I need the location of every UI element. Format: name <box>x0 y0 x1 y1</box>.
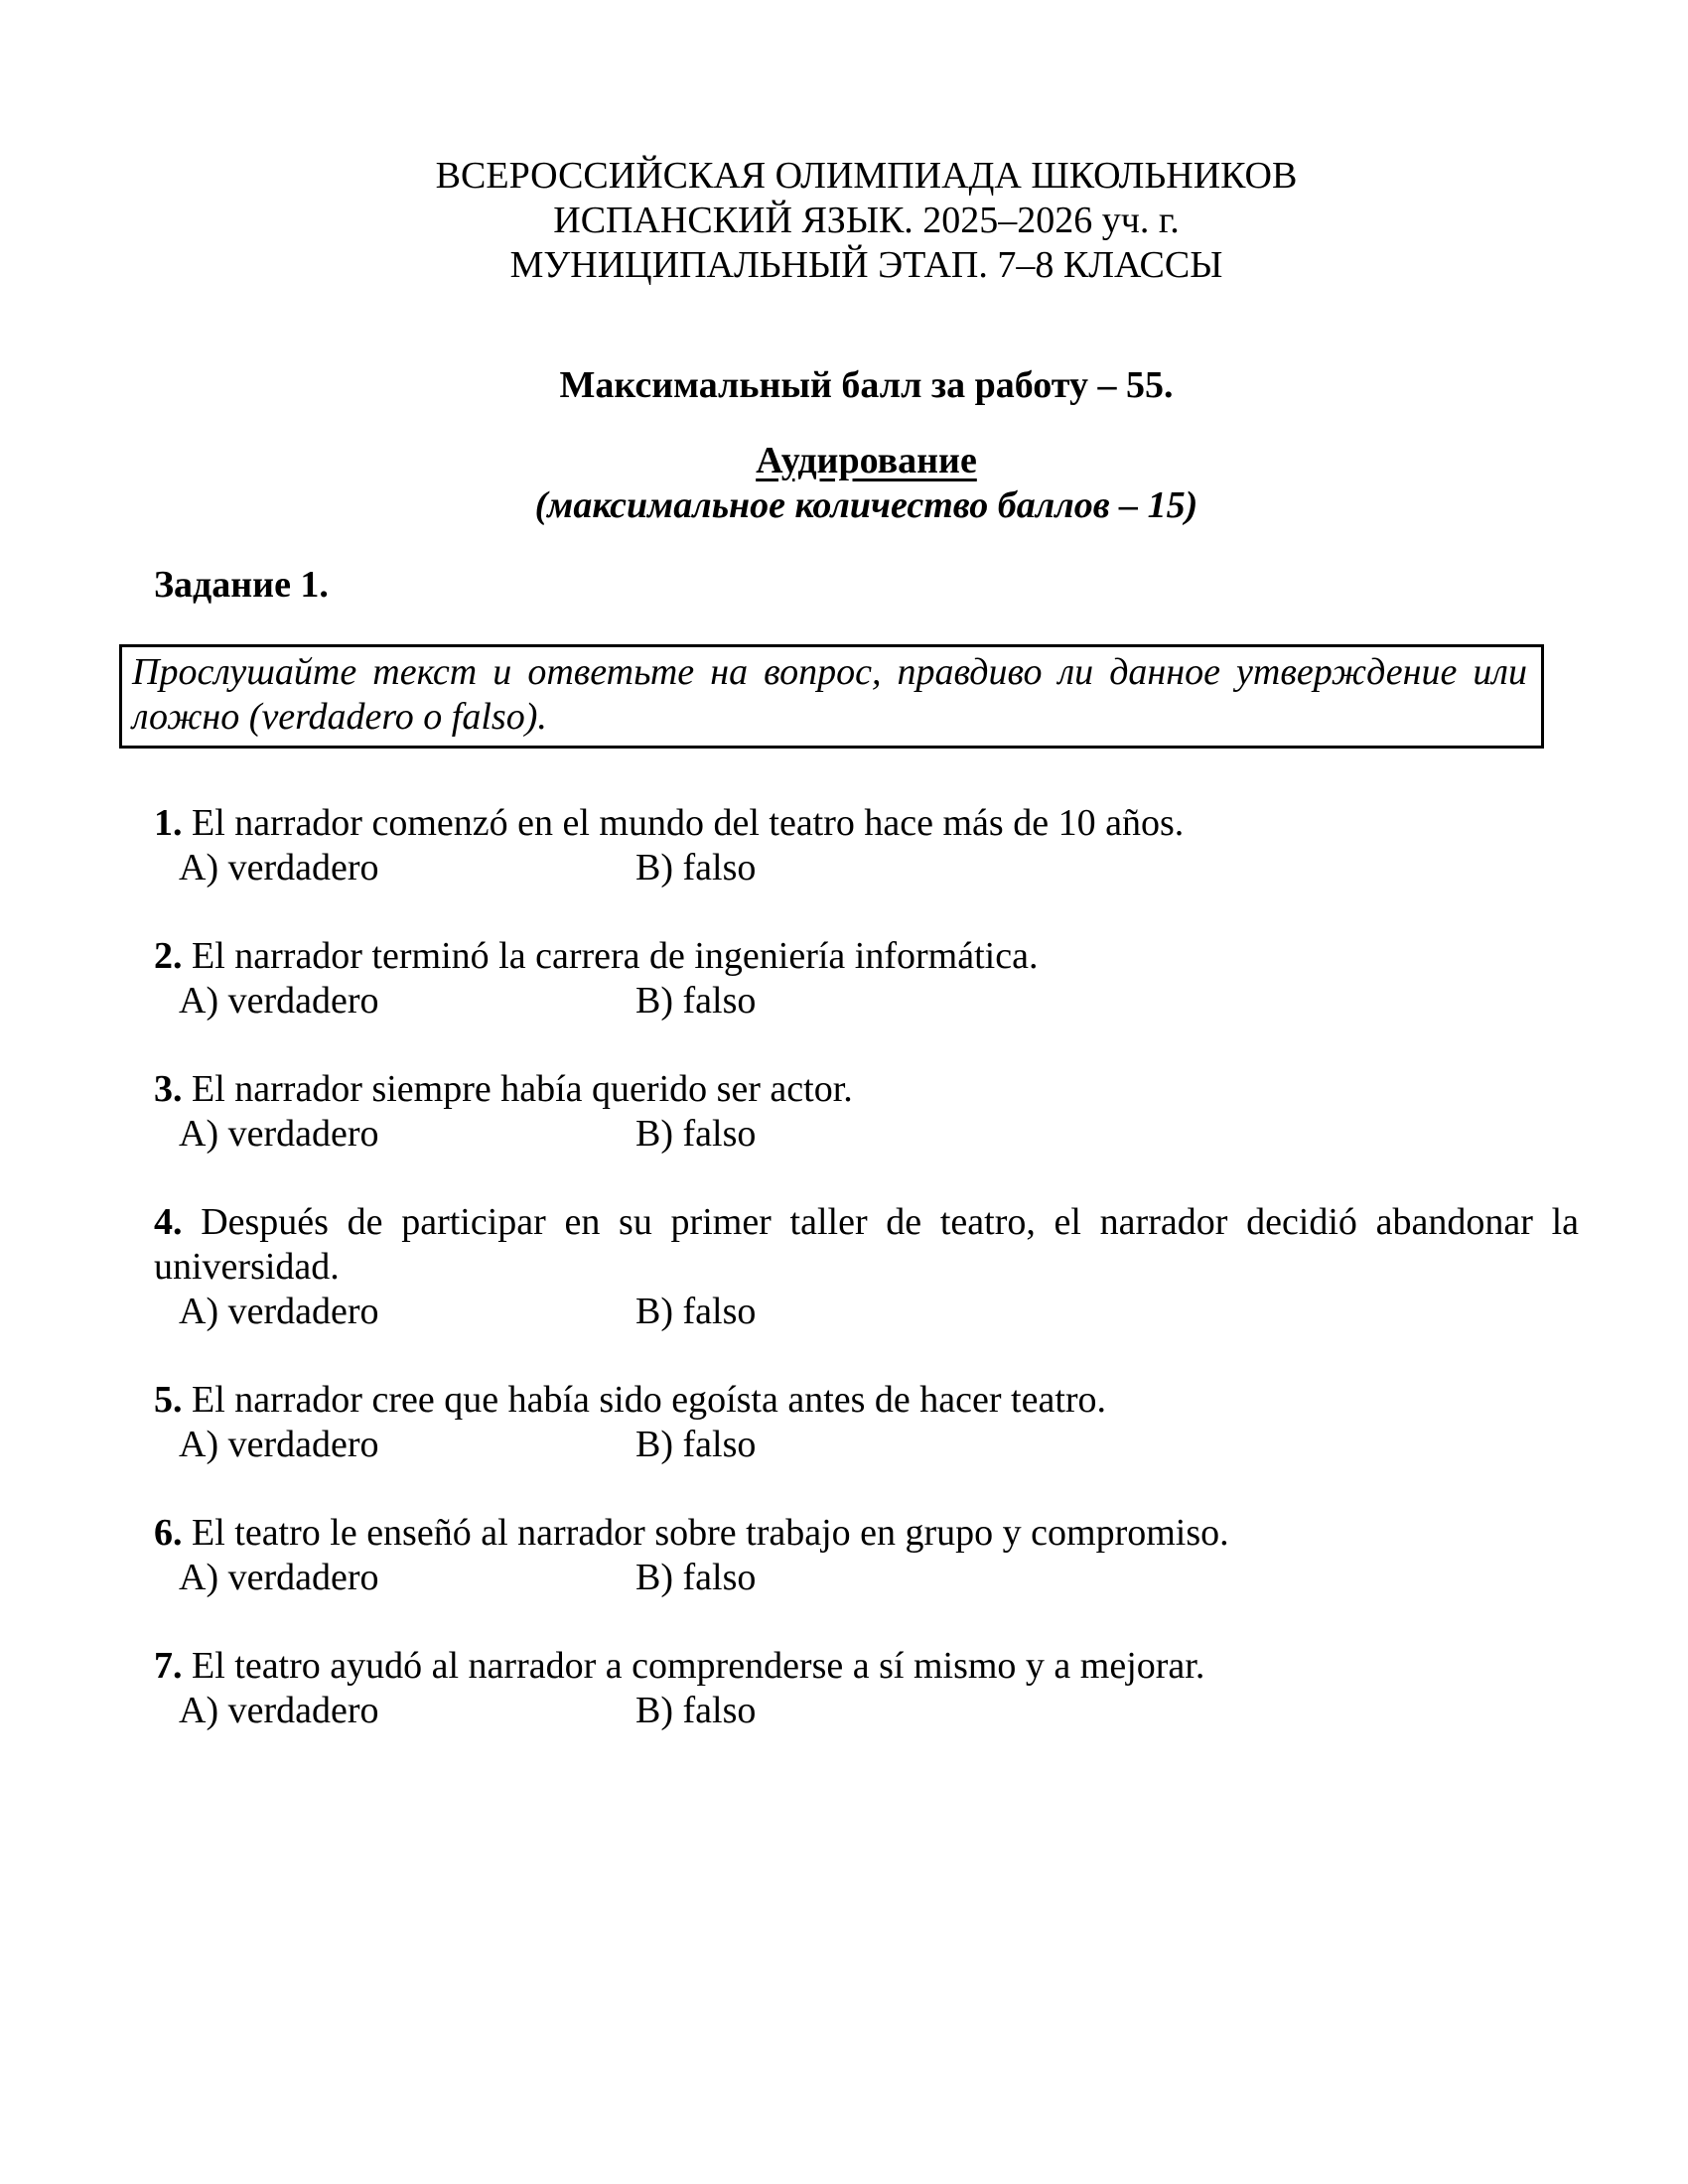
question-7-number: 7. <box>154 1645 183 1687</box>
section-subtitle: (максимальное количество баллов – 15) <box>534 484 1198 526</box>
question-6-statement: El teatro le enseñó al narrador sobre trabajo en grupo y compromiso. <box>192 1512 1229 1554</box>
question-3-text <box>154 1067 1579 1112</box>
question-3 <box>154 1067 1579 1157</box>
question-1-number: 1. <box>154 802 183 844</box>
question-5 <box>154 1378 1579 1467</box>
question-7-options <box>154 1689 1579 1733</box>
question-2 <box>154 934 1579 1024</box>
question-2-text <box>154 934 1579 979</box>
title-line-stage-grades: МУНИЦИПАЛЬНЫЙ ЭТАП. 7–8 КЛАССЫ <box>509 244 1223 286</box>
question-2-options <box>154 979 1579 1024</box>
question-4-text <box>154 1200 1579 1290</box>
question-7-statement: El teatro ayudó al narrador a comprenderse a sí mismo y a mejorar. <box>192 1645 1205 1687</box>
question-2-statement: El narrador terminó la carrera de ingeniería informática. <box>192 935 1039 977</box>
document-title-block <box>154 154 1579 288</box>
question-6-option-a: A) verdadero <box>179 1557 379 1598</box>
task-label: Задание 1. <box>154 564 329 606</box>
question-1 <box>154 801 1579 890</box>
questions-list <box>154 801 1579 1733</box>
question-3-option-b: B) falso <box>635 1113 757 1155</box>
question-5-option-b: B) falso <box>635 1424 757 1465</box>
question-3-option-a: A) verdadero <box>179 1113 379 1155</box>
question-1-text <box>154 801 1579 846</box>
question-3-options <box>154 1112 1579 1157</box>
title-line-olympiad: ВСЕРОССИЙСКАЯ ОЛИМПИАДА ШКОЛЬНИКОВ <box>435 155 1298 197</box>
question-7-option-b: B) falso <box>635 1690 757 1731</box>
section-title: Аудирование <box>756 440 977 481</box>
question-4-options <box>154 1290 1579 1334</box>
question-6-options <box>154 1556 1579 1600</box>
max-score-line: Максимальный балл за работу – 55. <box>559 364 1174 406</box>
instruction-text: Прослушайте текст и ответьте на вопрос, правдиво ли данное утверждение или ложно (verdadero o falso). <box>132 651 1527 738</box>
question-2-option-a: A) verdadero <box>179 980 379 1022</box>
question-4 <box>154 1200 1579 1334</box>
question-7-text <box>154 1644 1579 1689</box>
question-5-statement: El narrador cree que había sido egoísta antes de hacer teatro. <box>192 1379 1107 1421</box>
question-1-options <box>154 846 1579 890</box>
question-3-statement: El narrador siempre había querido ser actor. <box>192 1068 853 1110</box>
instruction-box <box>119 644 1544 749</box>
question-6-text <box>154 1511 1579 1556</box>
question-4-option-b: B) falso <box>635 1291 757 1332</box>
question-1-option-b: B) falso <box>635 847 757 888</box>
question-4-number: 4. <box>154 1201 183 1243</box>
question-2-option-b: B) falso <box>635 980 757 1022</box>
question-7-option-a: A) verdadero <box>179 1690 379 1731</box>
document-content <box>132 154 1579 1777</box>
question-5-options <box>154 1423 1579 1467</box>
question-5-option-a: A) verdadero <box>179 1424 379 1465</box>
question-5-text <box>154 1378 1579 1423</box>
title-line-subject-year: ИСПАНСКИЙ ЯЗЫК. 2025–2026 уч. г. <box>553 200 1180 241</box>
question-4-option-a: A) verdadero <box>179 1291 379 1332</box>
section-title-row <box>154 439 1579 483</box>
question-6 <box>154 1511 1579 1600</box>
question-6-number: 6. <box>154 1512 183 1554</box>
question-1-statement: El narrador comenzó en el mundo del teatro hace más de 10 años. <box>192 802 1185 844</box>
question-4-statement: Después de participar en su primer taller de teatro, el narrador decidió abandonar la universidad. <box>154 1201 1579 1288</box>
question-2-number: 2. <box>154 935 183 977</box>
question-1-option-a: A) verdadero <box>179 847 379 888</box>
question-5-number: 5. <box>154 1379 183 1421</box>
question-7 <box>154 1644 1579 1733</box>
question-6-option-b: B) falso <box>635 1557 757 1598</box>
question-3-number: 3. <box>154 1068 183 1110</box>
